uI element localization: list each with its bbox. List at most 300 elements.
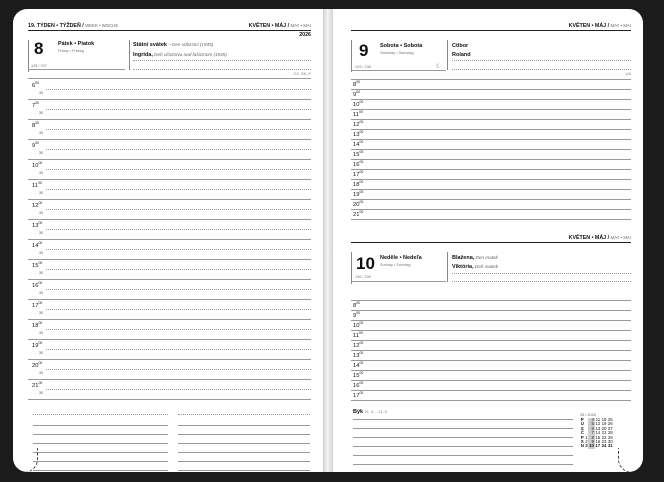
hour-line — [28, 279, 311, 280]
day-sub: Sunday • Sonntag — [380, 263, 411, 267]
hour-label — [353, 332, 363, 340]
page-corner — [618, 448, 643, 472]
day-sub: Saturday • Samstag — [380, 51, 414, 55]
name-bold: Viktória, — [452, 264, 474, 270]
hour-line — [351, 360, 631, 361]
day-number: 10 — [356, 254, 375, 273]
zodiac-label: Býk — [353, 409, 364, 415]
hour-number: 9 — [353, 91, 357, 98]
calendar-day: 16 — [595, 439, 601, 445]
notes-line — [33, 434, 168, 435]
hour-minutes: 00 — [38, 201, 43, 205]
name-bold: Státní svátek — [133, 42, 167, 48]
hour-label — [353, 91, 360, 99]
hour-minutes: 00 — [35, 81, 40, 85]
calendar-day: 2 — [585, 439, 588, 445]
calendar-weekday: Ú — [580, 421, 584, 427]
day-name: Pátek • Piatok — [58, 41, 95, 47]
month-label: KVĚTEN • MÁJ / — [568, 23, 610, 29]
notes-line — [33, 414, 168, 415]
hour-line — [351, 159, 631, 160]
name-entry — [452, 43, 468, 49]
hour-minutes: 00 — [35, 101, 40, 105]
hour-number: 19 — [353, 191, 360, 198]
half-hour-line — [46, 349, 311, 350]
hour-label — [353, 352, 363, 360]
hour-number: 9 — [32, 142, 36, 149]
hour-number: 20 — [353, 201, 360, 208]
hour-line — [28, 359, 311, 360]
hour-label — [32, 222, 42, 230]
notes-line — [178, 452, 310, 453]
hour-line — [28, 159, 311, 160]
moon-icon: ☾ — [436, 64, 442, 70]
hour-label — [32, 202, 42, 210]
hour-minutes: 00 — [38, 321, 43, 325]
book-gutter — [323, 9, 333, 472]
hour-label — [32, 302, 42, 310]
hour-minutes: 00 — [35, 121, 40, 125]
calendar-day: 26 — [607, 421, 613, 427]
half-hour-line — [46, 289, 311, 290]
notes-line — [33, 461, 168, 462]
hour-minutes: 00 — [359, 140, 364, 144]
week-label: 19. TÝDEN • TÝŽDEŇ / — [28, 23, 84, 29]
names-dotline — [452, 281, 631, 282]
half-hour-line — [46, 149, 311, 150]
zodiac — [353, 409, 388, 415]
hour-minutes: 00 — [359, 321, 364, 325]
hour-line — [351, 390, 631, 391]
half-hour-label: 30 — [39, 391, 43, 395]
hour-line — [351, 219, 631, 220]
hour-number: 15 — [32, 262, 39, 269]
half-hour-line — [46, 209, 311, 210]
calendar-day: 25 — [607, 417, 613, 422]
names-dotline — [452, 69, 631, 70]
calendar-day: 19 — [601, 421, 607, 427]
calendar-day: 10 — [589, 443, 594, 449]
hour-minutes: 00 — [359, 180, 364, 184]
hour-line — [351, 129, 631, 130]
calendar-day: 18 — [601, 417, 607, 422]
month-header — [569, 23, 631, 29]
hour-minutes: 00 — [38, 301, 43, 305]
notes-line — [178, 434, 310, 435]
hour-minutes: 00 — [359, 160, 364, 164]
hour-line — [28, 379, 311, 380]
day-number: 8 — [34, 39, 44, 58]
calendar-day: 31 — [607, 443, 613, 449]
calendar-weekday: N — [580, 443, 584, 449]
hour-minutes: 00 — [359, 391, 364, 395]
calendar-weekday: Č — [580, 430, 584, 436]
hour-number: 14 — [353, 362, 360, 369]
hour-label — [353, 372, 363, 380]
calendar-day: 24 — [601, 443, 607, 449]
hour-number: 10 — [32, 162, 39, 169]
hour-label — [353, 111, 363, 119]
hour-minutes: 00 — [359, 100, 364, 104]
half-hour-line — [46, 249, 311, 250]
hour-number: 16 — [353, 161, 360, 168]
half-hour-label: 30 — [39, 331, 43, 335]
name-italic: Deň víťazstva nad fašizmom (1945) — [152, 52, 227, 57]
hour-label — [32, 342, 42, 350]
hour-line — [28, 219, 311, 220]
calendar-day: 11 — [595, 417, 601, 422]
hour-label — [32, 162, 42, 170]
hour-line — [351, 169, 631, 170]
calendar-day: 1 — [585, 434, 588, 440]
hour-minutes: 00 — [359, 381, 364, 385]
calendar-row — [580, 444, 613, 448]
mini-calendar — [580, 413, 613, 449]
hour-label — [353, 81, 360, 89]
calendar-day: 6 — [588, 427, 594, 431]
hour-number: 20 — [32, 362, 39, 369]
month-sub: MAY • MAI — [610, 235, 631, 240]
schedule-top-rule — [351, 79, 631, 80]
hour-number: 15 — [353, 151, 360, 158]
names-bar — [447, 40, 448, 70]
notes-line — [33, 470, 168, 471]
month-sub: MAY • MAI — [290, 23, 311, 28]
hour-line — [351, 310, 631, 311]
hour-number: 14 — [32, 242, 39, 249]
day-sub: Friday • Freitag — [58, 49, 84, 53]
hour-minutes: 00 — [356, 80, 361, 84]
hour-label — [32, 102, 39, 110]
notes-line — [353, 428, 573, 429]
day-underline — [351, 70, 446, 71]
calendar-day: 29 — [607, 434, 613, 440]
hour-line — [351, 400, 631, 401]
half-hour-line — [46, 129, 311, 130]
hour-minutes: 00 — [359, 110, 363, 114]
hour-line — [28, 299, 311, 300]
header-rule — [28, 30, 311, 31]
hour-line — [351, 350, 631, 351]
hour-number: 14 — [353, 141, 360, 148]
hour-label — [32, 142, 39, 150]
hour-number: 13 — [32, 222, 39, 229]
hour-label — [32, 82, 39, 90]
month-header — [569, 235, 631, 241]
hour-label — [32, 322, 42, 330]
hour-number: 6 — [32, 82, 36, 89]
hour-number: 8 — [32, 122, 36, 129]
calendar-weekday: P — [580, 434, 584, 440]
calendar-day: 14 — [595, 430, 601, 436]
notes-line — [178, 443, 310, 444]
half-hour-label: 30 — [39, 311, 43, 315]
hour-line — [351, 139, 631, 140]
header-rule — [351, 30, 631, 31]
hour-number: 21 — [32, 382, 39, 389]
hour-minutes: 00 — [38, 241, 43, 245]
name-italic: – Den vítězství (1945) — [166, 42, 214, 47]
hour-label — [353, 211, 363, 219]
hour-label — [353, 322, 363, 330]
hour-number: 21 — [353, 211, 360, 218]
hour-minutes: 00 — [356, 90, 361, 94]
hour-line — [28, 259, 311, 260]
hour-minutes: 00 — [38, 341, 43, 345]
hour-line — [351, 99, 631, 100]
hour-number: 18 — [353, 181, 360, 188]
hour-label — [353, 342, 363, 350]
hour-minutes: 00 — [38, 181, 42, 185]
calendar-day: 7 — [588, 431, 594, 435]
name-italic: Deň matiek — [473, 264, 499, 269]
hour-minutes: 00 — [38, 221, 43, 225]
hour-label — [353, 131, 363, 139]
hour-number: 13 — [353, 352, 360, 359]
hour-number: 17 — [32, 302, 39, 309]
hour-line — [28, 179, 311, 180]
holiday-countries: CZ, SK, F — [293, 71, 311, 76]
half-hour-line — [46, 329, 311, 330]
year: 2026 — [299, 32, 311, 38]
hour-number: 10 — [353, 101, 360, 108]
calendar-day: 8 — [588, 436, 594, 440]
half-hour-label: 30 — [39, 271, 43, 275]
hour-number: 9 — [353, 312, 357, 319]
calendar-day: 21 — [601, 430, 607, 436]
calendar-day: 28 — [607, 430, 613, 436]
hour-label — [353, 171, 363, 179]
hour-line — [351, 340, 631, 341]
hour-minutes: 00 — [359, 190, 364, 194]
name-bold: Roland — [452, 52, 471, 58]
notes-line — [178, 414, 310, 415]
half-hour-label: 30 — [39, 291, 43, 295]
hour-line — [28, 199, 311, 200]
notes-line — [353, 446, 573, 447]
schedule-top-rule — [351, 300, 631, 301]
calendar-day: 22 — [601, 434, 607, 440]
hour-minutes: 00 — [356, 311, 361, 315]
half-hour-line — [46, 109, 311, 110]
half-hour-label: 30 — [39, 151, 43, 155]
half-hour-line — [46, 389, 311, 390]
hour-label — [353, 362, 363, 370]
schedule-top-rule — [28, 78, 311, 79]
hour-label — [32, 282, 42, 290]
hour-label — [353, 161, 363, 169]
day-bar — [28, 40, 29, 72]
half-hour-line — [46, 189, 311, 190]
half-hour-label: 30 — [39, 171, 43, 175]
calendar-day: 9 — [588, 440, 594, 444]
half-hour-label: 30 — [39, 131, 43, 135]
calendar-day: 3 — [585, 443, 588, 449]
calendar-day: 4 — [588, 418, 594, 422]
hour-number: 7 — [32, 102, 36, 109]
hour-label — [353, 121, 363, 129]
names-dotline — [133, 69, 311, 70]
day-underline — [351, 281, 446, 282]
hour-minutes: 00 — [359, 130, 364, 134]
half-hour-label: 30 — [39, 251, 43, 255]
name-entry — [452, 264, 498, 270]
half-hour-label: 30 — [39, 191, 43, 195]
hour-number: 16 — [353, 382, 360, 389]
hour-number: 8 — [353, 81, 357, 88]
month-label: KVĚTEN • MÁJ / — [568, 235, 610, 241]
holiday-countries: UA — [625, 71, 631, 76]
hour-label — [353, 302, 360, 310]
hour-number: 11 — [353, 111, 360, 118]
hour-minutes: 00 — [359, 210, 364, 214]
hour-line — [28, 399, 311, 400]
names-dotline — [133, 60, 311, 61]
hour-minutes: 00 — [359, 351, 364, 355]
hour-label — [353, 151, 363, 159]
hour-line — [28, 99, 311, 100]
name-italic: Den matek — [474, 255, 498, 260]
hour-line — [351, 119, 631, 120]
notes-line — [353, 419, 573, 420]
calendar-day: 27 — [607, 425, 613, 431]
notes-line — [33, 425, 168, 426]
hour-minutes: 00 — [38, 261, 43, 265]
half-hour-line — [46, 89, 311, 90]
hour-line — [351, 149, 631, 150]
hour-minutes: 00 — [359, 200, 364, 204]
hour-label — [32, 182, 42, 190]
hour-minutes: 00 — [38, 381, 43, 385]
hour-number: 11 — [32, 182, 39, 189]
left-page — [13, 9, 323, 472]
day-count: 129 / 236 — [355, 65, 371, 69]
hour-number: 13 — [353, 131, 360, 138]
hour-minutes: 00 — [359, 120, 364, 124]
name-bold: Ingrida, — [133, 52, 153, 58]
half-hour-label: 30 — [39, 111, 43, 115]
hour-line — [351, 330, 631, 331]
month-sub: MAY • MAI — [610, 23, 631, 28]
hour-minutes: 00 — [359, 371, 364, 375]
hour-minutes: 00 — [359, 361, 364, 365]
hour-line — [351, 199, 631, 200]
names-bar — [447, 252, 448, 282]
hour-label — [32, 382, 42, 390]
hour-line — [28, 239, 311, 240]
half-hour-label: 30 — [39, 371, 43, 375]
day-bar — [351, 40, 352, 72]
hour-number: 18 — [32, 322, 39, 329]
hour-minutes: 00 — [38, 161, 43, 165]
hour-line — [351, 109, 631, 110]
hour-label — [353, 181, 363, 189]
week-header — [28, 23, 118, 29]
notes-line — [353, 455, 573, 456]
hour-number: 10 — [353, 322, 360, 329]
day-bar — [351, 252, 352, 284]
hour-number: 17 — [353, 392, 360, 399]
calendar-day: 17 — [595, 443, 601, 449]
hour-line — [351, 189, 631, 190]
names-bar — [129, 40, 130, 70]
name-entry — [452, 52, 471, 58]
right-page — [333, 9, 643, 472]
hour-line — [28, 319, 311, 320]
month-header — [249, 23, 311, 29]
hour-minutes: 00 — [38, 361, 43, 365]
month-label: KVĚTEN • MÁJ / — [248, 23, 290, 29]
hour-label — [32, 262, 42, 270]
calendar-weekday: P — [580, 417, 584, 422]
notes-line — [353, 464, 573, 465]
hour-minutes: 00 — [35, 141, 40, 145]
names-dotline — [452, 273, 631, 274]
notes-line — [33, 443, 168, 444]
half-hour-line — [46, 369, 311, 370]
calendar-day: 23 — [601, 439, 607, 445]
hour-label — [32, 242, 42, 250]
hour-line — [351, 209, 631, 210]
calendar-day: 20 — [601, 425, 607, 431]
notes-line — [353, 437, 573, 438]
notes-line — [178, 425, 310, 426]
hour-minutes: 00 — [359, 170, 364, 174]
half-hour-label: 30 — [39, 231, 43, 235]
hour-number: 12 — [353, 121, 360, 128]
hour-number: 12 — [32, 202, 39, 209]
hour-label — [32, 362, 42, 370]
week-sub: WEEK • WOCHE — [85, 23, 119, 28]
notes-line — [178, 461, 310, 462]
hour-number: 12 — [353, 342, 360, 349]
calendar-weekday: S — [580, 439, 584, 445]
header-rule — [351, 242, 631, 243]
half-hour-line — [46, 309, 311, 310]
hour-minutes: 00 — [359, 341, 364, 345]
zodiac-dates: 21. 4. – 21. 5. — [364, 410, 388, 414]
hour-label — [353, 201, 363, 209]
hour-line — [351, 370, 631, 371]
hour-number: 17 — [353, 171, 360, 178]
calendar-day: 30 — [607, 439, 613, 445]
calendar-day: 5 — [588, 422, 594, 426]
hour-label — [353, 101, 363, 109]
hour-label — [32, 122, 39, 130]
name-entry — [133, 42, 213, 48]
hour-minutes: 00 — [38, 281, 43, 285]
name-entry — [452, 255, 498, 261]
hour-line — [351, 89, 631, 90]
hour-minutes: 00 — [356, 301, 361, 305]
notes-line — [33, 452, 168, 453]
hour-number: 15 — [353, 372, 360, 379]
day-underline — [28, 69, 125, 70]
hour-line — [28, 119, 311, 120]
half-hour-line — [46, 269, 311, 270]
hour-line — [351, 380, 631, 381]
calendar-day: 13 — [595, 425, 601, 431]
day-count: 128 / 237 — [31, 64, 47, 68]
hour-label — [353, 312, 360, 320]
hour-line — [351, 320, 631, 321]
mini-calendar-title: 05 / 2026 — [580, 413, 596, 417]
name-bold: Ctibor — [452, 43, 469, 49]
half-hour-label: 30 — [39, 211, 43, 215]
mini-calendar-grid — [580, 418, 613, 449]
day-number: 9 — [359, 41, 369, 60]
calendar-day: 12 — [595, 421, 601, 427]
